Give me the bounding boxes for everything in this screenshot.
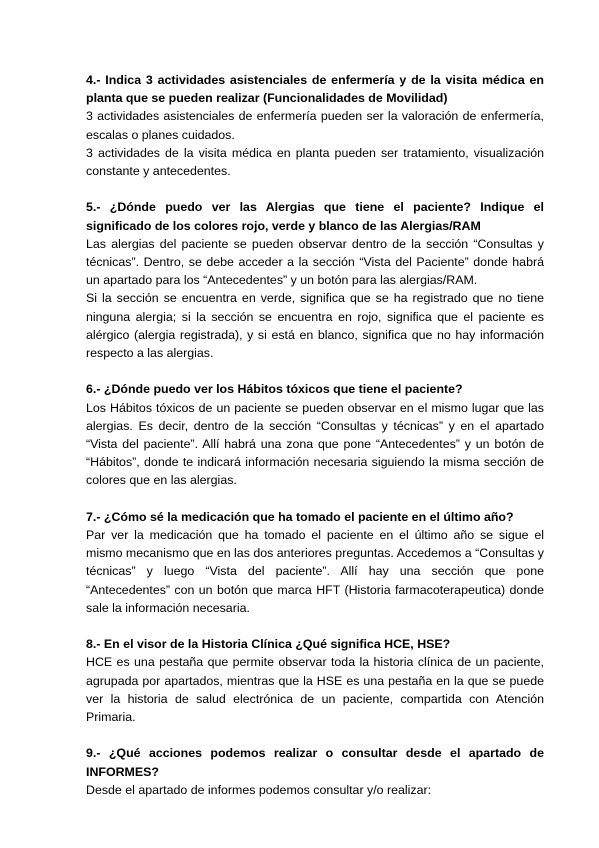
- question-block-7: [86, 508, 544, 617]
- answer-paragraph: HCE es una pestaña que permite observar toda la historia clínica de un paciente, agrupada por apartados, mientras que la HSE es una pestaña en la que se puede ver la historia de salud electrónica de un paciente, compartida con Atención Primaria.: [86, 655, 544, 725]
- question-heading: 6.- ¿Dónde puedo ver los Hábitos tóxicos que tiene el paciente?: [86, 382, 463, 397]
- question-heading: 4.- Indica 3 actividades asistenciales de enfermería y de la visita médica en planta que se pueden realizar (Funcionalidades de Movilidad): [86, 73, 544, 106]
- answer-paragraph: Desde el apartado de informes podemos consultar y/o realizar:: [86, 782, 432, 797]
- question-heading: 8.- En el visor de la Historia Clínica ¿Qué significa HCE, HSE?: [86, 637, 451, 652]
- question-block-6: [86, 380, 544, 489]
- question-block-5: [86, 198, 544, 362]
- answer-paragraph: 3 actividades asistenciales de enfermería pueden ser la valoración de enfermería, escalas o planes cuidados.: [86, 109, 544, 142]
- question-heading: 9.- ¿Qué acciones podemos realizar o consultar desde el apartado de INFORMES?: [86, 746, 544, 779]
- question-heading: 7.- ¿Cómo sé la medicación que ha tomado el paciente en el último año?: [86, 509, 514, 524]
- document-page: [86, 71, 544, 817]
- question-block-8: [86, 635, 544, 726]
- answer-paragraph: Las alergias del paciente se pueden observar dentro de la sección “Consultas y técnicas”. Dentro, se debe acceder a la sección “Vista del Paciente” donde habrá un apartado para los “Antecedentes” y un botón para las alergias/RAM.: [86, 236, 544, 288]
- answer-paragraph: 3 actividades de la visita médica en planta pueden ser tratamiento, visualización constante y antecedentes.: [86, 145, 544, 179]
- question-heading: 5.- ¿Dónde puedo ver las Alergias que tiene el paciente? Indique el significado de los colores rojo, verde y blanco de las Alergias/RAM: [86, 200, 544, 233]
- question-block-4: [86, 71, 544, 180]
- answer-paragraph: Par ver la medicación que ha tomado el paciente en el último año se sigue el mismo mecanismo que en las dos anteriores preguntas. Accedemos a “Consultas y técnicas” y luego “Vista del paciente”. Allí hay una sección que pone “Antecedentes” con un botón que marca HFT (Historia farmacoterapeutica) donde sale la información necesaria.: [86, 528, 544, 615]
- answer-paragraph: Si la sección se encuentra en verde, significa que se ha registrado que no tiene ninguna alergia; si la sección se encuentra en rojo, significa que el paciente es alérgico (alergia registrada), y si está en blanco, significa que no hay información respecto a las alergias.: [86, 291, 544, 361]
- question-block-9: [86, 744, 544, 799]
- answer-paragraph: Los Hábitos tóxicos de un paciente se pueden observar en el mismo lugar que las alergias. Es decir, dentro de la sección “Consultas y técnicas” y en el apartado “Vista del paciente”. Allí habrá una zona que pone “Antecedentes” y un botón de “Hábitos”, donde te indicará información necesaria siguiendo la misma sección de colores que en las alergias.: [86, 400, 544, 488]
